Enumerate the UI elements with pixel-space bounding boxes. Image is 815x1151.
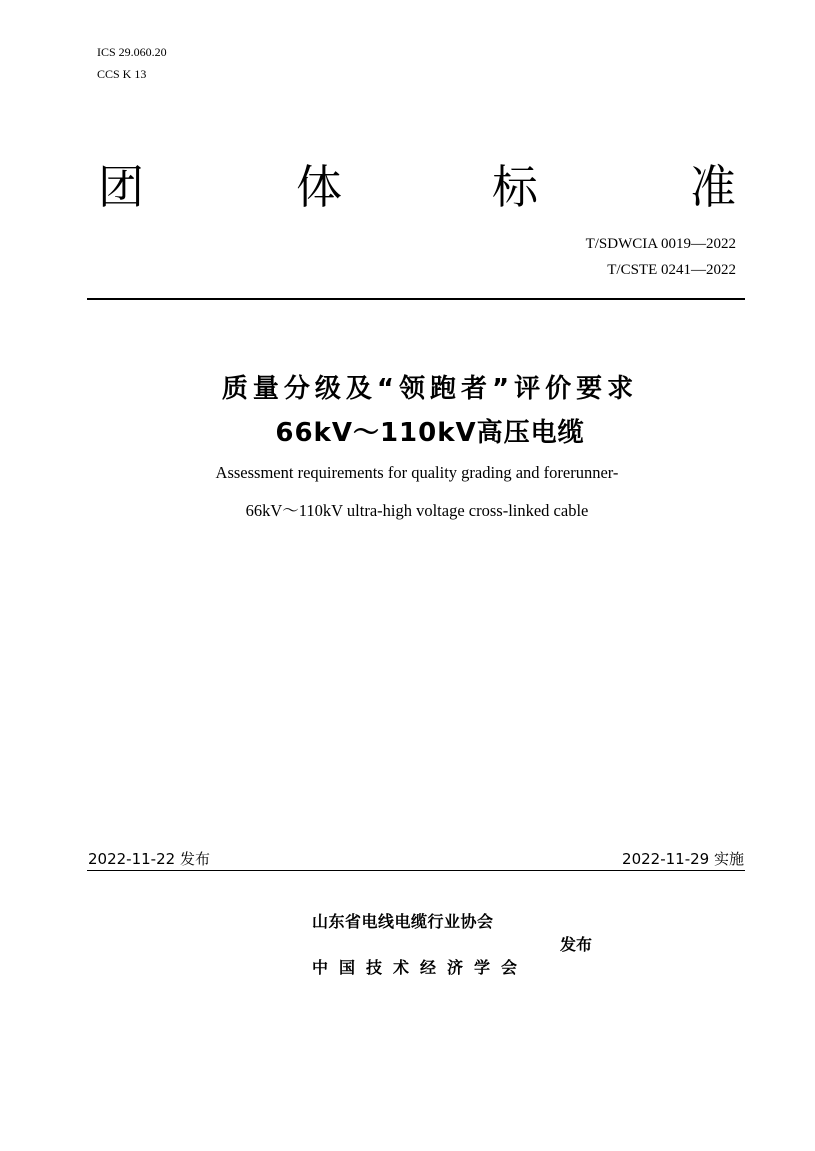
top-divider xyxy=(87,298,745,300)
title-cn-line-1: 质量分级及“领跑者”评价要求 xyxy=(221,374,639,404)
standard-number-1: T/SDWCIA 0019—2022 xyxy=(585,236,736,252)
standard-type-char-3: 标 xyxy=(492,160,538,214)
bottom-divider xyxy=(87,870,745,871)
implementation-date: 2022-11-29 实施 xyxy=(622,850,744,868)
publish-label: 发布 xyxy=(560,935,593,954)
classification-codes xyxy=(97,41,167,85)
standard-type-char-2: 体 xyxy=(296,160,342,214)
publisher-org-1: 山东省电线电缆行业协会 xyxy=(312,912,494,931)
standard-numbers xyxy=(586,231,736,283)
standard-type-char-4: 准 xyxy=(690,160,736,214)
title-en-line-1: Assessment requirements for quality grading and forerunner- xyxy=(215,463,619,482)
standard-type-char-1: 团 xyxy=(98,160,144,214)
title-en-line-2: 66kV～110kV ultra-high voltage cross-linked cable xyxy=(245,501,589,520)
title-cn-line-2: 66kV～110kV高压电缆 xyxy=(275,418,585,448)
publisher-org-2: 中国技术经济学会 xyxy=(312,958,529,977)
issue-date: 2022-11-22 发布 xyxy=(88,850,210,868)
ics-code: ICS 29.060.20 xyxy=(97,45,167,59)
standard-number-2: T/CSTE 0241—2022 xyxy=(607,262,736,278)
ccs-code: CCS K 13 xyxy=(97,67,147,81)
